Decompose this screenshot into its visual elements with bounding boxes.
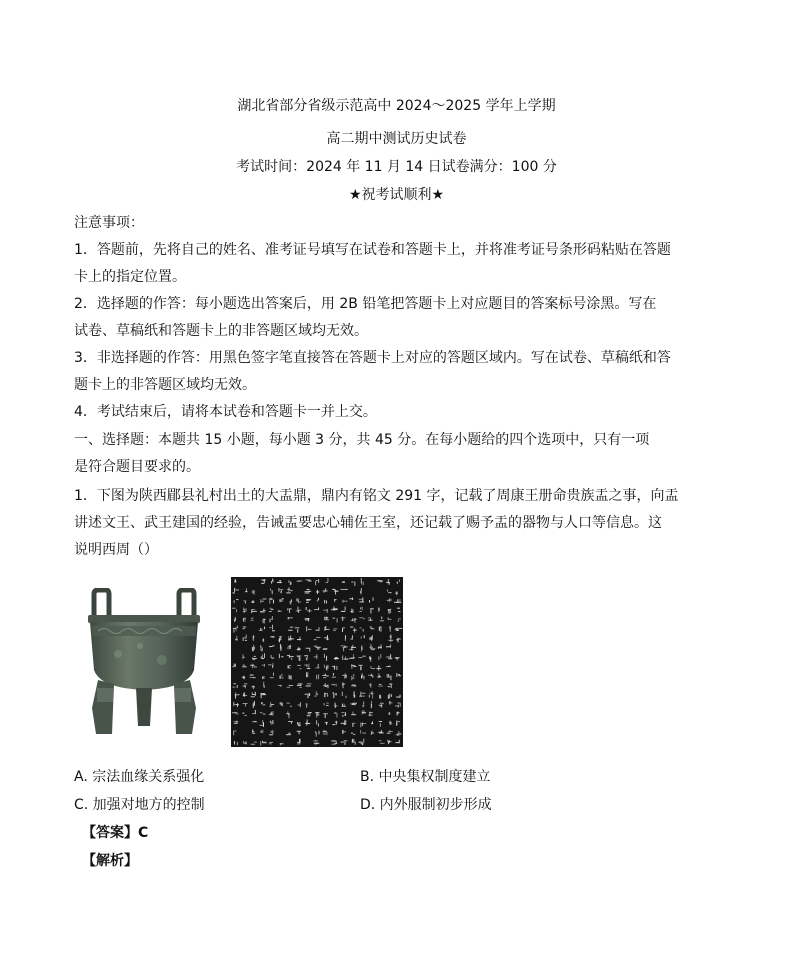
section-heading: 一、选择题：本题共 15 小题，每小题 3 分，共 45 分。在每小题给的四个选项中，只有一项 <box>74 432 650 448</box>
exam-meta: 考试时间：2024 年 11 月 14 日试卷满分：100 分 <box>236 159 557 175</box>
inscription-rubbing-image <box>231 577 403 747</box>
notice-title: 注意事项： <box>74 215 144 231</box>
notice-line: 2．选择题的作答：每小题选出答案后，用 2B 铅笔把答题卡上对应题目的答案标号涂黑。写在 <box>74 296 657 312</box>
notice-line: 试卷、草稿纸和答题卡上的非答题区域均无效。 <box>74 323 368 339</box>
question-text: 讲述文王、武王建国的经验，告诫盂要忠心辅佐王室，还记载了赐予盂的器物与人口等信息。这 <box>74 515 662 531</box>
notice-line: 题卡上的非答题区域均无效。 <box>74 377 256 393</box>
question-text: 1．下图为陕西郿县礼村出土的大盂鼎，鼎内有铭文 291 字，记载了周康王册命贵族盂之事，向盂 <box>74 488 679 504</box>
exam-title-line1: 湖北省部分省级示范高中 2024～2025 学年上学期 <box>237 98 556 114</box>
exam-title-line2: 高二期中测试历史试卷 <box>326 131 467 147</box>
ding-vessel-image <box>84 588 204 740</box>
option-d: D. 内外服制初步形成 <box>360 797 492 813</box>
notice-line: 3．非选择题的作答：用黑色签字笔直接答在答题卡上对应的答题区域内。写在试卷、草稿纸和答 <box>74 350 671 366</box>
exam-blessing: ★祝考试顺利★ <box>348 187 445 203</box>
answer-label: 【答案】C <box>82 825 149 841</box>
question-text: 说明西周（） <box>74 542 158 558</box>
option-b: B. 中央集权制度建立 <box>360 769 491 785</box>
option-c: C. 加强对地方的控制 <box>74 797 205 813</box>
notice-line: 1．答题前，先将自己的姓名、准考证号填写在试卷和答题卡上，并将准考证号条形码粘贴在答题 <box>74 242 671 258</box>
section-heading-cont: 是符合题目要求的。 <box>74 459 200 475</box>
analysis-label: 【解析】 <box>82 853 138 869</box>
option-a: A. 宗法血缘关系强化 <box>74 769 205 785</box>
notice-line: 卡上的指定位置。 <box>74 269 186 285</box>
notice-line: 4．考试结束后，请将本试卷和答题卡一并上交。 <box>74 404 377 420</box>
